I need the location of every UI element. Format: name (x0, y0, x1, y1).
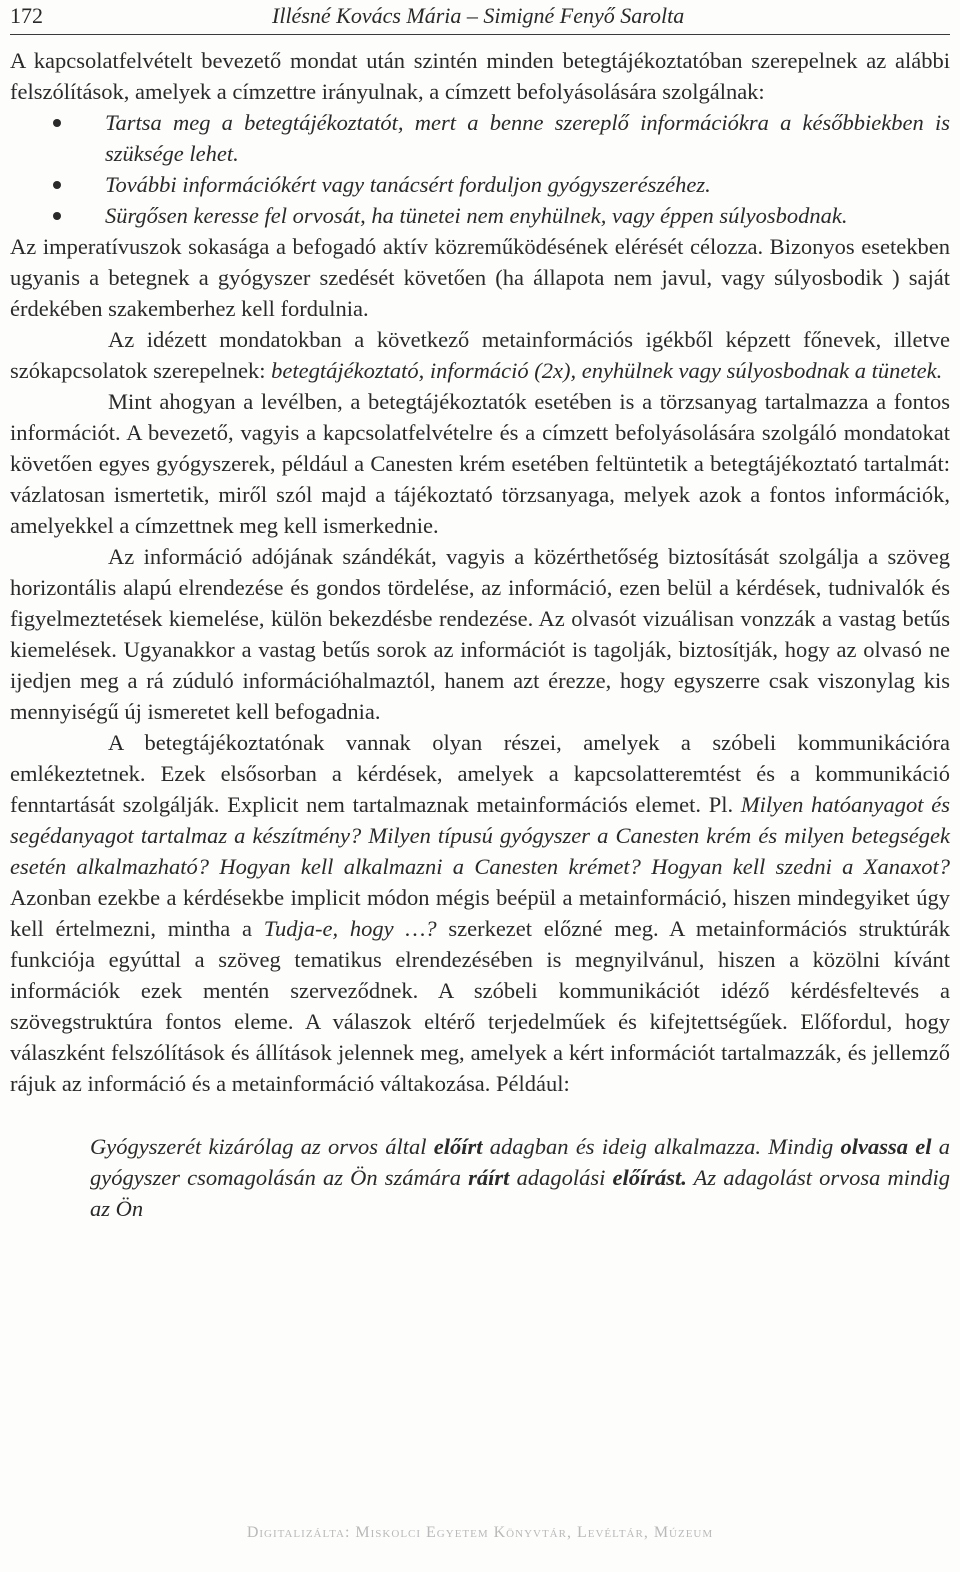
letter-paragraph: Mint ahogyan a levélben, a betegtájékoztatók esetében is a törzsanyag tartalmazza a fontos információt. A bevezető, vagyis a kapcsolatfelvételre és a címzett befolyásolására szolgáló mondatokat követően egyes gyógyszerek, például a Canesten krém esetében feltüntetik a betegtájékoztató tartalmát: vázlatosan ismertetik, miről szól majd a tájékoztató törzsanyaga, melyek azok a fontos információk, amelyekkel a címzettnek meg kell ismerkednie. (10, 389, 950, 538)
intent-paragraph: Az információ adójának szándékát, vagyis a közérthetőség biztosítását szolgálja a szöveg horizontális alapú elrendezése és gondos tördelése, az információ, ezen belül a kérdések, tudnivalók és figyelmeztetések kiemelése, külön bekezdésbe rendezése. Az olvasót vizuálisan vonzzák a vastag betűs kiemelések. Ugyanakkor a vastag betűs sorok az információt is tagolják, biztosítják, hogy az olvasó ne ijedjen meg a rá zúduló információhalmaztól, hanem azt érezze, hogy egyszerre csak viszonylag kis mennyiségű új ismeretet kell befogadnia. (10, 544, 950, 724)
list-item: Sürgősen keresse fel orvosát, ha tünetei nem enyhülnek, vagy éppen súlyosbodnak. (105, 200, 950, 231)
bold-term: előírt (433, 1134, 483, 1159)
imperatives-paragraph: Az imperatívuszok sokasága a befogadó aktív közreműködésének elérését célozza. Bizonyos esetekben ugyanis a betegnek a gyógyszer szedését követően (ha állapota nem javul, vagy súlyosbodik ) saját érdekében szakemberhez kell fordulnia. (10, 234, 950, 321)
list-item: További információkért vagy tanácsért forduljon gyógyszerészéhez. (105, 169, 950, 200)
example-text: a gyógyszer csomagolásán az Ön számára (90, 1134, 950, 1190)
paragraph-text: Az idézett mondatokban a következő metainformációs igékből képzett főnevek, illetve szókapcsolatok szerepelnek: (10, 327, 950, 383)
quoted-sentences-paragraph (10, 324, 950, 386)
bullet-list (10, 107, 950, 231)
example-text: adagban és ideig alkalmazza. Mindig (482, 1134, 841, 1159)
page-body (10, 45, 950, 1224)
italic-structure: Tudja-e, hogy …? (263, 916, 437, 941)
paragraph-text: A betegtájékoztatónak vannak olyan részei, amelyek a szóbeli kommunikációra emlékeztetnek. Ezek elsősorban a kérdések, amelyek a kapcsolatteremtést és a kommunikáció fenntartását szolgálják. Explicit nem tartalmaznak metainformációs elemet. Pl. (10, 730, 950, 817)
page-header (10, 0, 950, 35)
example-text: Az adagolást orvosa mindig az Ön (90, 1165, 950, 1221)
running-head: Illésné Kovács Mária – Simigné Fenyő Sarolta (272, 3, 685, 28)
bold-term: olvassa el (840, 1134, 932, 1159)
list-item: Tartsa meg a betegtájékoztatót, mert a benne szereplő információkra a későbbiekben is szüksége lehet. (105, 107, 950, 169)
digitization-watermark: Digitalizálta: Miskolci Egyetem Könyvtár, Levéltár, Múzeum (246, 1524, 714, 1541)
italic-terms: betegtájékoztató, információ (2x), enyhülnek vagy súlyosbodnak a tünetek. (271, 358, 943, 383)
example-questions: Milyen hatóanyagot és segédanyagot tartalmaz a készítmény? Milyen típusú gyógyszer a Canesten krém és milyen betegségek esetén alkalmazható? Hogyan kell alkalmazni a Canesten krémet? Hogyan kell szedni a Xanaxot? (10, 792, 950, 879)
example-text: adagolási (509, 1165, 613, 1190)
page (10, 0, 950, 1221)
page-number: 172 (10, 3, 43, 28)
intro-paragraph: A kapcsolatfelvételt bevezető mondat után szintén minden betegtájékoztatóban szerepelnek az alábbi felszólítások, amelyek a címzettre irányulnak, a címzett befolyásolására szolgálnak: (10, 48, 950, 104)
paragraph-text: szerkezet előzné meg. A metainformációs struktúrák funkciója egyúttal a szöveg tematikus elrendezésében is megnyilvánul, hiszen a közölni kívánt információk ezek mentén szerveződnek. A szóbeli kommunikációt idéző kérdésfeltevés a szövegstruktúra fontos eleme. A válaszok eltérő terjedelműek és kifejtettségűek. Előfordul, hogy válaszként felszólítások és állítások jelennek meg, amelyek a kért információt tartalmazzák, és jellemző rájuk az információ és a metainformáció váltakozása. Például: (10, 916, 950, 1096)
bold-term: előírást. (612, 1165, 687, 1190)
oral-communication-paragraph (10, 727, 950, 1099)
example-text: Gyógyszerét kizárólag az orvos által (90, 1134, 434, 1159)
paragraph-text: Azonban ezekbe a kérdésekbe implicit módon mégis beépül a metainformáció, hiszen mindegyiket úgy kell értelmezni, mintha a (10, 885, 950, 941)
example-quote (10, 1131, 950, 1224)
bold-term: ráírt (468, 1165, 510, 1190)
